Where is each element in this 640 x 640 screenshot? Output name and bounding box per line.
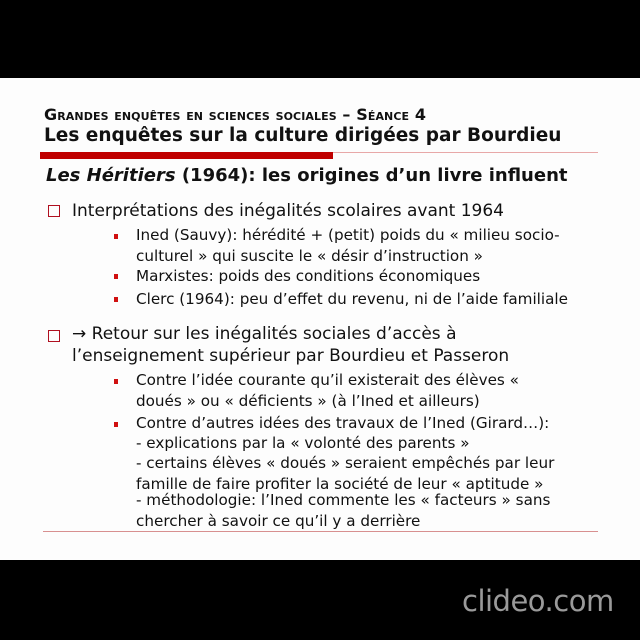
list-subline: - certains élèves « doués » seraient empêchés par leur famille de faire profiter la société de leur « aptitude »	[136, 454, 555, 493]
list-subline: - explications par la « volonté des parents »	[136, 434, 470, 452]
square-bullet-icon	[114, 234, 118, 239]
slide	[0, 78, 640, 560]
list-item: Contre l’idée courante qu’il existerait des élèves « doués » ou « déficients » (à l’Ined et ailleurs)	[136, 371, 519, 410]
course-title: Grandes enquêtes en sciences sociales – Séance 4	[44, 105, 427, 124]
list-item: Clerc (1964): peu d’effet du revenu, ni de l’aide familiale	[136, 290, 568, 308]
list-item: Marxistes: poids des conditions économiques	[136, 267, 481, 285]
square-bullet-icon	[114, 379, 118, 384]
subtitle-text: (1964): les origines d’un livre influent	[175, 165, 568, 186]
square-bullet-icon	[114, 274, 118, 279]
section-heading: Interprétations des inégalités scolaires avant 1964	[72, 201, 504, 221]
slide-subtitle	[46, 165, 567, 186]
title-accent-bar	[40, 152, 333, 159]
watermark: clideo.com	[462, 584, 614, 618]
square-bullet-icon	[114, 297, 118, 302]
section-heading: → Retour sur les inégalités sociales d’accès à l’enseignement supérieur par Bourdieu et Passeron	[72, 324, 510, 366]
list-item: Ined (Sauvy): hérédité + (petit) poids du « milieu socio-culturel » qui suscite le « désir d’instruction »	[136, 226, 560, 265]
list-item: Contre d’autres idées des travaux de l’Ined (Girard…):	[136, 414, 550, 432]
square-bullet-icon	[114, 422, 118, 427]
footer-divider	[43, 531, 598, 532]
title-divider	[333, 152, 598, 153]
checkbox-bullet-icon	[48, 330, 60, 342]
checkbox-bullet-icon	[48, 205, 60, 217]
slide-title: Les enquêtes sur la culture dirigées par Bourdieu	[44, 125, 562, 146]
book-title: Les Héritiers	[46, 165, 176, 186]
list-subline: - méthodologie: l’Ined commente les « facteurs » sans chercher à savoir ce qu’il y a derrière	[136, 491, 551, 530]
